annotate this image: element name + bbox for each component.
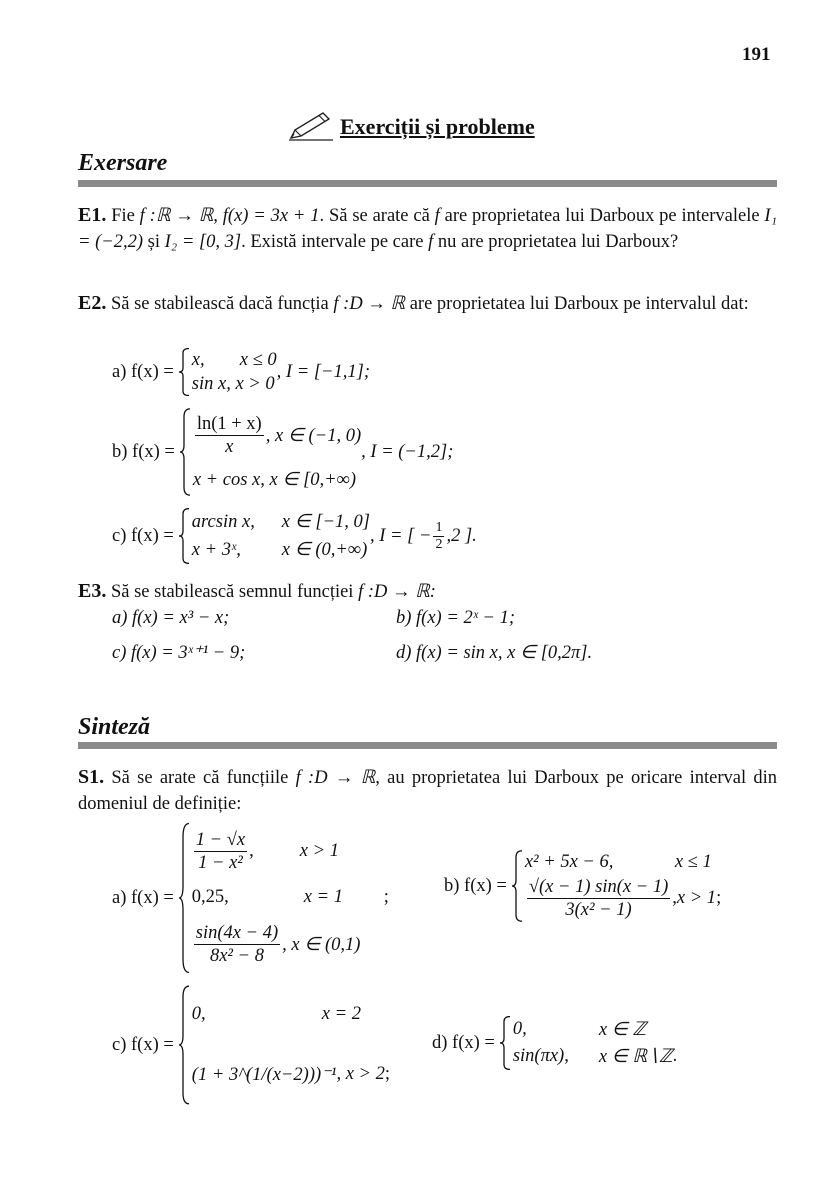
math: a) f(x) = <box>112 887 174 908</box>
exercise-e3 <box>78 578 777 605</box>
math: , x ∈ (0,1) <box>282 934 361 955</box>
e3-b-formula: b) f(x) = 2ˣ − 1; <box>396 608 516 628</box>
e2-b-formula <box>112 408 453 496</box>
math: f <box>428 232 434 252</box>
brace-icon <box>178 348 190 396</box>
text: nu are proprietatea lui Darboux? <box>437 232 679 252</box>
text: Să se stabilească semnul funcției <box>110 582 354 602</box>
math: c) f(x) = <box>112 1034 174 1055</box>
text: Să se arate că funcțiile <box>111 768 289 788</box>
s1-d-formula <box>432 1016 677 1070</box>
math: x + cos x, x ∈ [0,+∞) <box>192 469 357 490</box>
math: x ≤ 1 <box>674 851 712 872</box>
math: b) f(x) = <box>112 441 175 462</box>
math: (1 + 3^(1/(x−2)))⁻¹ <box>191 1064 337 1085</box>
math: 0,25, <box>191 887 229 908</box>
exercise-s1 <box>78 764 777 817</box>
math: , I = [ − <box>370 525 432 546</box>
exercise-label: S1. <box>78 766 105 788</box>
section-divider <box>78 180 777 187</box>
brace-icon <box>499 1016 511 1070</box>
math: x ∈ ℤ <box>598 1019 647 1040</box>
math: √(x − 1) sin(x − 1) <box>528 876 669 897</box>
exercise-label: E1. <box>78 204 107 226</box>
exercise-label: E2. <box>78 292 107 314</box>
page-title: Exerciții și probleme <box>340 114 535 139</box>
text: . Există intervale pe care <box>241 232 424 252</box>
brace-icon <box>179 408 191 496</box>
math: sin x, x > 0 <box>191 373 275 394</box>
math: x ≤ 0 <box>239 349 277 370</box>
math: sin(4x − 4) <box>195 923 279 944</box>
math: x = 1 <box>303 887 343 908</box>
exercise-e2 <box>78 290 777 317</box>
math: , I = (−1,2]; <box>361 441 454 462</box>
math: . <box>672 1046 678 1066</box>
brace-icon <box>178 985 190 1105</box>
math: , x > 2 <box>336 1064 385 1085</box>
math: x + 3ˣ, <box>191 539 241 560</box>
text: au proprietatea lui Darboux pe oricare interval din domeniul de definiție: <box>78 768 777 814</box>
e3-c-formula: c) f(x) = 3ˣ⁺¹ − 9; <box>112 643 246 663</box>
math: 0, <box>512 1019 527 1039</box>
math: I₁ = (−2,2) <box>78 206 777 252</box>
math: ,2 ]. <box>446 525 477 546</box>
math: , x ∈ (−1, 0) <box>265 425 362 446</box>
s1-a-formula: a) f(x) = $\frac{1 - √x}{\text{1 − x²}}$ , x > 1 0,25, x = 1 ; $\frac{\sin(4x - 4)}{\text{8x² − 8}}$ , x ∈ (0,1) <box>112 822 389 974</box>
math: f <box>434 206 440 226</box>
math: b) f(x) = <box>444 875 507 896</box>
math: x > 1 <box>299 840 339 861</box>
math: a) f(x) = <box>112 361 174 382</box>
e3-d-formula: d) f(x) = sin x, x ∈ [0,2π]. <box>396 643 593 663</box>
page-number: 191 <box>742 44 771 65</box>
math: x, <box>191 349 205 370</box>
math: ; <box>383 887 389 908</box>
section-heading-exersare: Exersare <box>78 150 168 176</box>
section-divider <box>78 742 777 749</box>
math: x = 2 <box>321 1004 361 1025</box>
math: x ∈ [−1, 0] <box>281 512 371 532</box>
math: 8x² − 8 <box>209 946 264 967</box>
math: 1 <box>435 519 443 535</box>
math: f :D → ℝ, <box>295 768 380 788</box>
math: x <box>225 437 234 458</box>
e3-a-formula: a) f(x) = x³ − x; <box>112 608 230 628</box>
math: ; <box>384 1064 391 1085</box>
math: arcsin x, <box>191 511 255 532</box>
brace-icon <box>178 822 190 974</box>
math: 3(x² − 1) <box>565 899 632 920</box>
brace-icon <box>511 850 523 922</box>
e2-c-formula <box>112 508 477 564</box>
math: d) f(x) = <box>432 1032 495 1053</box>
text: Fie <box>111 206 135 226</box>
text: . Să se arate că <box>319 206 430 226</box>
pencil-icon <box>285 110 335 142</box>
exercise-label: E3. <box>78 580 107 602</box>
math: 0, <box>191 1004 206 1025</box>
math: , I = [−1,1]; <box>276 361 370 382</box>
section-heading-sinteza: Sinteză <box>78 714 151 740</box>
s1-c-formula <box>112 985 390 1105</box>
math: c) f(x) = <box>112 525 174 546</box>
math: 2 <box>435 536 443 552</box>
math: I₂ = [0, 3] <box>164 232 242 252</box>
math: ; <box>716 887 722 908</box>
text: are proprietatea lui Darboux pe intervalele <box>444 206 760 226</box>
math: f :ℝ → ℝ, f(x) = 3x + 1 <box>139 206 320 226</box>
text: și <box>147 232 161 252</box>
math: sin(πx), <box>512 1046 569 1066</box>
math: f :D → ℝ <box>333 294 406 314</box>
math: 1 − √x <box>195 829 246 850</box>
text: Să se stabilească dacă funcția <box>110 294 329 314</box>
e2-a-formula <box>112 348 370 396</box>
text: are proprietatea lui Darboux pe intervalul dat: <box>409 294 749 314</box>
math: f :D → ℝ: <box>358 582 436 602</box>
s1-b-formula <box>444 850 721 922</box>
math: ln(1 + x) <box>196 414 262 435</box>
exercise-e1 <box>78 202 777 255</box>
brace-icon <box>178 508 190 564</box>
math: x ∈ (0,+∞) <box>281 540 368 560</box>
math: ,x > 1 <box>672 887 717 908</box>
math: x² + 5x − 6, <box>524 851 614 872</box>
math: 1 − x² <box>198 852 243 873</box>
math: x ∈ ℝ∖ℤ <box>598 1046 673 1067</box>
